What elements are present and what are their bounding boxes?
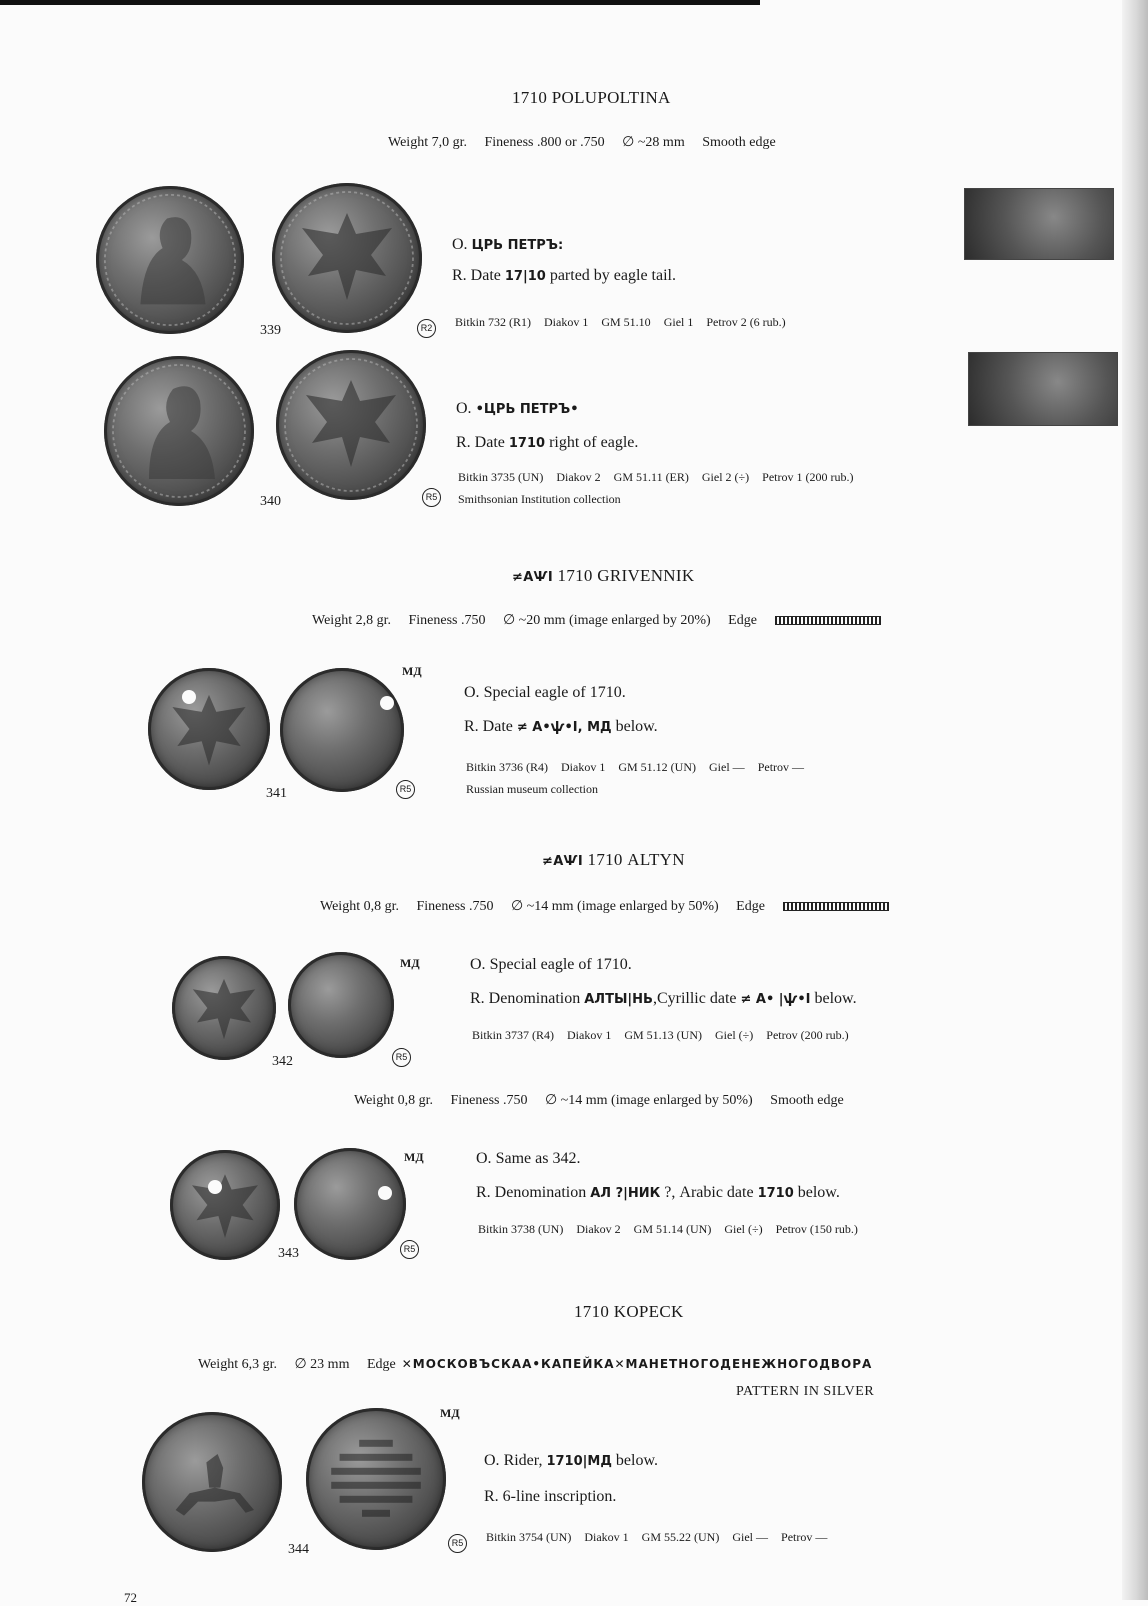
coin-339-reverse-line <box>452 267 676 285</box>
coin-341-obverse-image <box>148 668 270 790</box>
obverse-text: Same as 342. <box>495 1150 581 1167</box>
reverse-label: R. <box>476 1184 491 1201</box>
coin-343-references <box>478 1222 871 1237</box>
edge-pattern-icon <box>775 616 881 625</box>
reverse-text-post: parted by eagle tail. <box>549 267 676 284</box>
coin-343-obverse-line <box>476 1150 580 1168</box>
obverse-label: O. <box>452 236 468 253</box>
coin-344-obverse-line <box>484 1452 658 1470</box>
reverse-text-post: below. <box>814 990 857 1007</box>
coin-number-341: 341 <box>266 786 287 801</box>
reverse-text-mid: ,Cyrillic date <box>652 990 737 1007</box>
spec-weight: Weight 2,8 gr. <box>312 613 391 628</box>
obverse-legend: ЦРЬ ПЕТРЪ: <box>471 238 564 253</box>
spec-diameter: ∅ ~14 mm (image enlarged by 50%) <box>510 899 719 914</box>
spec-edge: Edge <box>366 1357 396 1372</box>
coin-hole <box>208 1180 222 1194</box>
ref-giel: Giel 2 (÷) <box>701 470 750 484</box>
reverse-date-code: 1710 <box>757 1186 794 1201</box>
reverse-text-post: right of eagle. <box>549 434 639 451</box>
spec-line-polupoltina <box>388 134 790 151</box>
mint-mark-344: МД <box>440 1406 460 1420</box>
obverse-label: O. <box>456 400 472 417</box>
spec-fineness: Fineness .750 <box>408 613 486 628</box>
reverse-label: R. <box>452 267 467 284</box>
spec-edge: Edge <box>736 899 765 914</box>
coin-341-reverse-line <box>464 718 658 736</box>
coin-344-reverse-line <box>484 1488 616 1506</box>
page-number: 72 <box>124 1590 137 1605</box>
reverse-text-post: below. <box>797 1184 840 1201</box>
ref-petrov: Petrov 1 (200 rub.) <box>762 470 854 484</box>
ref-giel: Giel 1 <box>663 315 694 329</box>
spec-fineness: Fineness .750 <box>450 1093 528 1108</box>
coin-342-obverse-line <box>470 956 632 974</box>
spec-edge: Smooth edge <box>770 1093 844 1108</box>
mint-mark-342: МД <box>400 956 420 970</box>
coin-344-obverse-image <box>142 1412 282 1552</box>
obverse-label: O. <box>476 1150 492 1167</box>
reverse-text: 6-line inscription. <box>502 1488 617 1505</box>
ref-giel: Giel — <box>732 1530 769 1544</box>
title-cyrillic-date: ≠АѰІ <box>542 854 583 869</box>
coin-hole <box>378 1186 392 1200</box>
top-edge-bar <box>0 0 760 5</box>
coin-342-references <box>472 1028 862 1043</box>
ref-gm: GM 51.13 (UN) <box>624 1028 703 1042</box>
section-title-grivennik <box>512 566 694 586</box>
coin-number-339: 339 <box>260 323 281 338</box>
coin-number-344: 344 <box>288 1542 309 1557</box>
title-cyrillic-date: ≠АѰІ <box>512 570 553 585</box>
coin-hole <box>380 696 394 710</box>
coin-hole <box>182 690 196 704</box>
reverse-denomination-code: АЛТЫ|НЬ <box>584 992 653 1007</box>
ref-bitkin: Bitkin 732 (R1) <box>455 315 532 329</box>
coin-340-reverse-image <box>276 350 426 500</box>
spec-diameter: ∅ ~14 mm (image enlarged by 50%) <box>544 1093 753 1108</box>
obverse-label: O. <box>484 1452 500 1469</box>
coin-340-obverse-line <box>456 400 579 418</box>
coin-343-reverse-image <box>294 1148 406 1260</box>
reverse-text-pre: Denomination <box>494 1184 587 1201</box>
ref-diakov: Diakov 1 <box>567 1028 612 1042</box>
coin-339-obverse-line <box>452 236 563 254</box>
rarity-badge-341: R5 <box>396 780 415 799</box>
ref-petrov: Petrov (150 rub.) <box>775 1222 858 1236</box>
reverse-text-pre: Date <box>470 267 501 284</box>
reverse-label: R. <box>470 990 485 1007</box>
ref-giel: Giel (÷) <box>724 1222 763 1236</box>
spec-line-grivennik <box>312 612 881 629</box>
ref-diakov: Diakov 1 <box>584 1530 629 1544</box>
spec-fineness: Fineness .750 <box>416 899 494 914</box>
ref-petrov: Petrov — <box>781 1530 828 1544</box>
pattern-label: PATTERN IN SILVER <box>736 1384 875 1399</box>
reverse-text-pre: Date <box>474 434 505 451</box>
detail-closeup-339 <box>964 188 1114 260</box>
mint-mark-343: МД <box>404 1150 424 1164</box>
coin-339-reverse-image <box>272 183 422 333</box>
ref-diakov: Diakov 1 <box>561 760 606 774</box>
title-text: 1710 GRIVENNIK <box>557 566 695 585</box>
section-title-altyn <box>542 850 685 870</box>
spec-diameter: ∅ ~20 mm (image enlarged by 20%) <box>502 613 711 628</box>
reverse-label: R. <box>464 718 479 735</box>
obverse-text-post: below. <box>615 1452 658 1469</box>
ref-diakov: Diakov 2 <box>556 470 601 484</box>
coin-number-342: 342 <box>272 1054 293 1069</box>
coin-343-reverse-line <box>476 1184 840 1202</box>
coin-343-obverse-image <box>170 1150 280 1260</box>
coin-339-obverse-image <box>96 186 244 334</box>
coin-339-references <box>455 315 799 330</box>
spec-line-altyn-variant <box>354 1092 858 1109</box>
coin-340-obverse-image <box>104 356 254 506</box>
coin-341-collection: Russian museum collection <box>466 782 598 796</box>
reverse-date-code: ≠ А• |ѱ•І <box>740 992 811 1007</box>
coin-344-reverse-image <box>306 1408 446 1550</box>
coin-341-obverse-line <box>464 684 626 702</box>
rarity-badge-339: R2 <box>417 319 436 338</box>
ref-diakov: Diakov 2 <box>576 1222 621 1236</box>
detail-closeup-340 <box>968 352 1118 426</box>
ref-gm: GM 51.14 (UN) <box>633 1222 712 1236</box>
coin-344-references <box>486 1530 840 1545</box>
ref-gm: GM 55.22 (UN) <box>641 1530 720 1544</box>
rarity-badge-342: R5 <box>392 1048 411 1067</box>
edge-inscription: ✕МОСКОВЪСКАА•КАПЕЙКА✕МАНЕТНОГОДЕНЕЖНОГОДВОРА <box>401 1357 873 1371</box>
ref-giel: Giel — <box>709 760 745 774</box>
spec-edge: Smooth edge <box>702 135 776 150</box>
spec-diameter: ∅ ~28 mm <box>622 135 685 150</box>
title-text: 1710 ALTYN <box>587 850 685 869</box>
coin-340-reverse-line <box>456 434 638 452</box>
ref-diakov: Diakov 1 <box>544 315 589 329</box>
ref-gm: GM 51.10 <box>601 315 651 329</box>
reverse-label: R. <box>456 434 471 451</box>
ref-bitkin: Bitkin 3738 (UN) <box>478 1222 564 1236</box>
obverse-label: O. <box>470 956 486 973</box>
spec-line-kopeck <box>198 1356 886 1373</box>
ref-bitkin: Bitkin 3754 (UN) <box>486 1530 572 1544</box>
obverse-text-pre: Rider, <box>503 1452 543 1469</box>
spec-diameter: ∅ 23 mm <box>294 1357 350 1372</box>
ref-petrov: Petrov — <box>757 760 805 774</box>
rarity-badge-344: R5 <box>448 1534 467 1553</box>
coin-341-references <box>466 760 817 775</box>
mint-mark-341: МД <box>402 664 422 678</box>
page-gutter-shadow <box>1122 0 1148 1600</box>
reverse-denomination-code: АЛ ?|НИК <box>590 1186 661 1201</box>
reverse-text-post: below. <box>615 718 658 735</box>
ref-giel: Giel (÷) <box>715 1028 754 1042</box>
spec-weight: Weight 0,8 gr. <box>354 1093 433 1108</box>
ref-gm: GM 51.11 (ER) <box>613 470 689 484</box>
reverse-date-code: 1710 <box>508 436 546 451</box>
coin-340-collection: Smithsonian Institution collection <box>458 492 621 506</box>
section-title-kopeck: 1710 KOPECK <box>574 1302 684 1321</box>
spec-edge: Edge <box>728 613 757 628</box>
ref-gm: GM 51.12 (UN) <box>618 760 697 774</box>
reverse-text-mid: ?, Arabic date <box>664 1184 754 1201</box>
rarity-badge-343: R5 <box>400 1240 419 1259</box>
ref-bitkin: Bitkin 3737 (R4) <box>472 1028 555 1042</box>
edge-pattern-icon <box>783 902 889 911</box>
ref-petrov: Petrov 2 (6 rub.) <box>706 315 786 329</box>
reverse-date-code: 17|10 <box>504 269 546 284</box>
obverse-legend: •ЦРЬ ПЕТРЪ• <box>475 402 579 417</box>
obverse-label: O. <box>464 684 480 701</box>
ref-petrov: Petrov (200 rub.) <box>766 1028 849 1042</box>
coin-341-reverse-image <box>280 668 404 792</box>
ref-bitkin: Bitkin 3735 (UN) <box>458 470 544 484</box>
coin-342-reverse-line <box>470 990 857 1008</box>
spec-fineness: Fineness .800 or .750 <box>484 135 605 150</box>
reverse-date-code: ≠ А•ѱ•І, МД <box>516 720 612 735</box>
obverse-text: Special eagle of 1710. <box>489 956 632 973</box>
reverse-text-pre: Date <box>482 718 513 735</box>
ref-bitkin: Bitkin 3736 (R4) <box>466 760 549 774</box>
spec-weight: Weight 7,0 gr. <box>388 135 467 150</box>
obverse-text: Special eagle of 1710. <box>483 684 626 701</box>
rarity-badge-340: R5 <box>422 488 441 507</box>
spec-weight: Weight 6,3 gr. <box>198 1357 277 1372</box>
coin-342-reverse-image <box>288 952 394 1058</box>
coin-342-obverse-image <box>172 956 276 1060</box>
section-title-polupoltina: 1710 POLUPOLTINA <box>512 88 671 107</box>
obverse-date-code: 1710|МД <box>546 1454 612 1469</box>
coin-number-343: 343 <box>278 1246 299 1261</box>
coin-340-references <box>458 470 866 485</box>
reverse-text-pre: Denomination <box>488 990 581 1007</box>
spec-weight: Weight 0,8 gr. <box>320 899 399 914</box>
reverse-label: R. <box>484 1488 499 1505</box>
spec-line-altyn <box>320 898 889 915</box>
coin-number-340: 340 <box>260 494 281 509</box>
